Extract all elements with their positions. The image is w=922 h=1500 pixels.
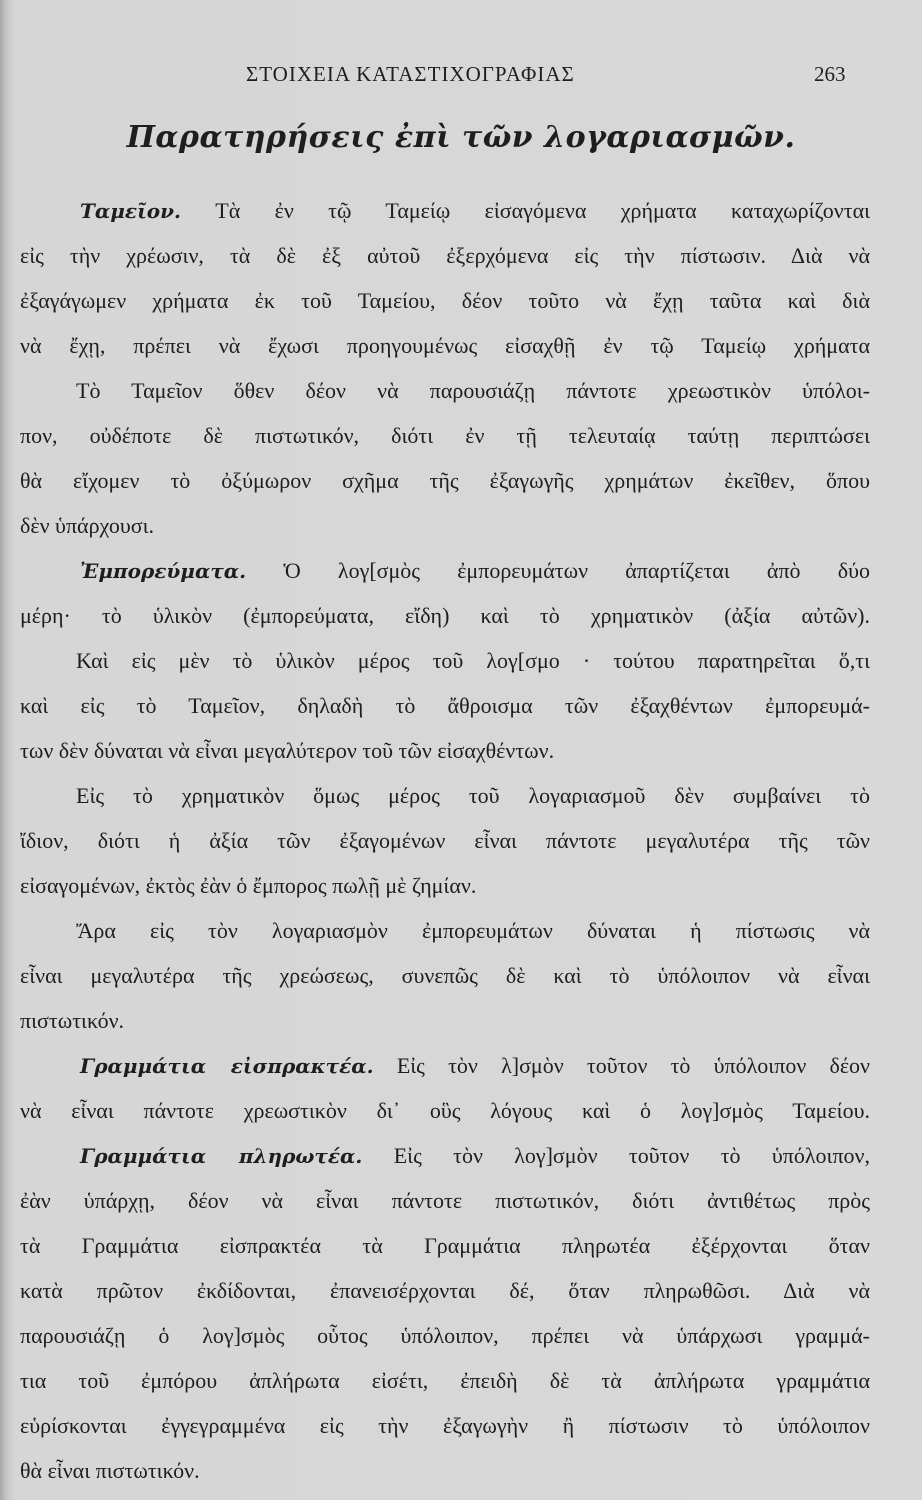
text-line: ἴδιον, διότι ἡ ἀξία τῶν ἐξαγομένων εἶναι πάντοτε μεγαλυτέρα τῆς τῶν (20, 828, 870, 853)
running-title: ΣΤΟΙΧΕΙΑ ΚΑΤΑΣΤΙΧΟΓΡΑΦΙΑΣ (246, 62, 575, 86)
text-line: εἶναι μεγαλυτέρα τῆς χρεώσεως, συνεπῶς δὲ καὶ τὸ ὑπόλοιπον νὰ εἶναι (20, 963, 870, 988)
text-line: παρουσιάζῃ ὁ λογ]σμὸς οὗτος ὑπόλοιπον, πρέπει νὰ ὑπάρχωσι γραμμά- (20, 1323, 870, 1348)
text-line: Εἰς τὸ χρηματικὸν ὅμως μέρος τοῦ λογαριασμοῦ δὲν συμβαίνει τὸ (76, 783, 870, 808)
text-line: ἐὰν ὑπάρχῃ, δέον νὰ εἶναι πάντοτε πιστωτικόν, διότι ἀντιθέτως πρὸς (20, 1188, 870, 1213)
text-line: Γραμμάτια πληρωτέα. Εἰς τὸν λογ]σμὸν τοῦτον τὸ ὑπόλοιπον, (80, 1143, 870, 1168)
text-line: τὰ Γραμμάτια εἰσπρακτέα τὰ Γραμμάτια πληρωτέα ἐξέρχονται ὅταν (20, 1233, 870, 1258)
text-line: κατὰ πρῶτον ἐκδίδονται, ἐπανεισέρχονται δέ, ὅταν πληρωθῶσι. Διὰ νὰ (20, 1278, 870, 1303)
term-plerotea: Γραμμάτια πληρωτέα. (80, 1144, 363, 1168)
text-line: νὰ εἶναι πάντοτε χρεωστικὸν δι᾽ οὓς λόγους καὶ ὁ λογ]σμὸς Ταμείου. (20, 1098, 870, 1123)
text-line: Ἐμπορεύματα. Ὁ λογ[σμὸς ἐμπορευμάτων ἀπαρτίζεται ἀπὸ δύο (80, 558, 870, 583)
text-line: μέρη· τὸ ὑλικὸν (ἐμπορεύματα, εἴδη) καὶ τὸ χρηματικὸν (ἀξία αὐτῶν). (20, 603, 870, 628)
body-text (20, 188, 870, 1493)
text-line: νὰ ἔχῃ, πρέπει νὰ ἔχωσι προηγουμένως εἰσαχθῇ ἐν τῷ Ταμείῳ χρήματα (20, 333, 870, 358)
text-line: Ταμεῖον. Τὰ ἐν τῷ Ταμείῳ εἰσαγόμενα χρήματα καταχωρίζονται (80, 198, 870, 223)
text-line: τια τοῦ ἐμπόρου ἀπλήρωτα εἰσέτι, ἐπειδὴ δὲ τὰ ἀπλήρωτα γραμμάτια (20, 1368, 870, 1393)
text-line: Τὸ Ταμεῖον ὅθεν δέον νὰ παρουσιάζῃ πάντοτε χρεωστικὸν ὑπόλοι- (76, 378, 870, 403)
term-eispraktea: Γραμμάτια εἰσπρακτέα. (80, 1054, 374, 1078)
term-emporeumata: Ἐμπορεύματα. (80, 559, 247, 583)
page-number: 263 (814, 62, 846, 86)
text-line: θὰ εἶναι πιστωτικόν. (20, 1458, 200, 1483)
text-line: δὲν ὑπάρχουσι. (20, 513, 155, 538)
text-line: των δὲν δύναται νὰ εἶναι μεγαλύτερον τοῦ τῶν εἰσαχθέντων. (20, 738, 555, 763)
text-line: εἰς τὴν χρέωσιν, τὰ δὲ ἐξ αὐτοῦ ἐξερχόμενα εἰς τὴν πίστωσιν. Διὰ νὰ (20, 243, 870, 268)
text-line: πιστωτικόν. (20, 1008, 125, 1033)
text-line: εὑρίσκονται ἐγγεγραμμένα εἰς τὴν ἐξαγωγὴν ἢ πίστωσιν τὸ ὑπόλοιπον (20, 1413, 870, 1438)
text-line: Καὶ εἰς μὲν τὸ ὑλικὸν μέρος τοῦ λογ[σμο · τούτου παρατηρεῖται ὅ,τι (76, 648, 870, 673)
text-line: πον, οὐδέποτε δὲ πιστωτικόν, διότι ἐν τῇ τελευταίᾳ ταύτῃ περιπτώσει (20, 423, 870, 448)
section-heading: Παρατηρήσεις ἐπὶ τῶν λογαριασμῶν. (126, 120, 796, 155)
text-line: ἐξαγάγωμεν χρήματα ἐκ τοῦ Ταμείου, δέον τοῦτο νὰ ἔχῃ ταῦτα καὶ διὰ (20, 288, 870, 313)
page-header (0, 62, 922, 92)
text-line: καὶ εἰς τὸ Ταμεῖον, δηλαδὴ τὸ ἄθροισμα τῶν ἐξαχθέντων ἐμπορευμά- (20, 693, 870, 718)
text-line: Ἄρα εἰς τὸν λογαριασμὸν ἐμπορευμάτων δύναται ἡ πίστωσις νὰ (76, 918, 870, 943)
text-line: εἰσαγομένων, ἐκτὸς ἐὰν ὁ ἔμπορος πωλῇ μὲ ζημίαν. (20, 873, 477, 898)
text-line: θὰ εἴχομεν τὸ ὀξύμωρον σχῆμα τῆς ἐξαγωγῆς χρημάτων ἐκεῖθεν, ὅπου (20, 468, 870, 493)
term-tameion: Ταμεῖον. (80, 199, 181, 223)
text-line: Γραμμάτια εἰσπρακτέα. Εἰς τὸν λ]σμὸν τοῦτον τὸ ὑπόλοιπον δέον (80, 1053, 870, 1078)
